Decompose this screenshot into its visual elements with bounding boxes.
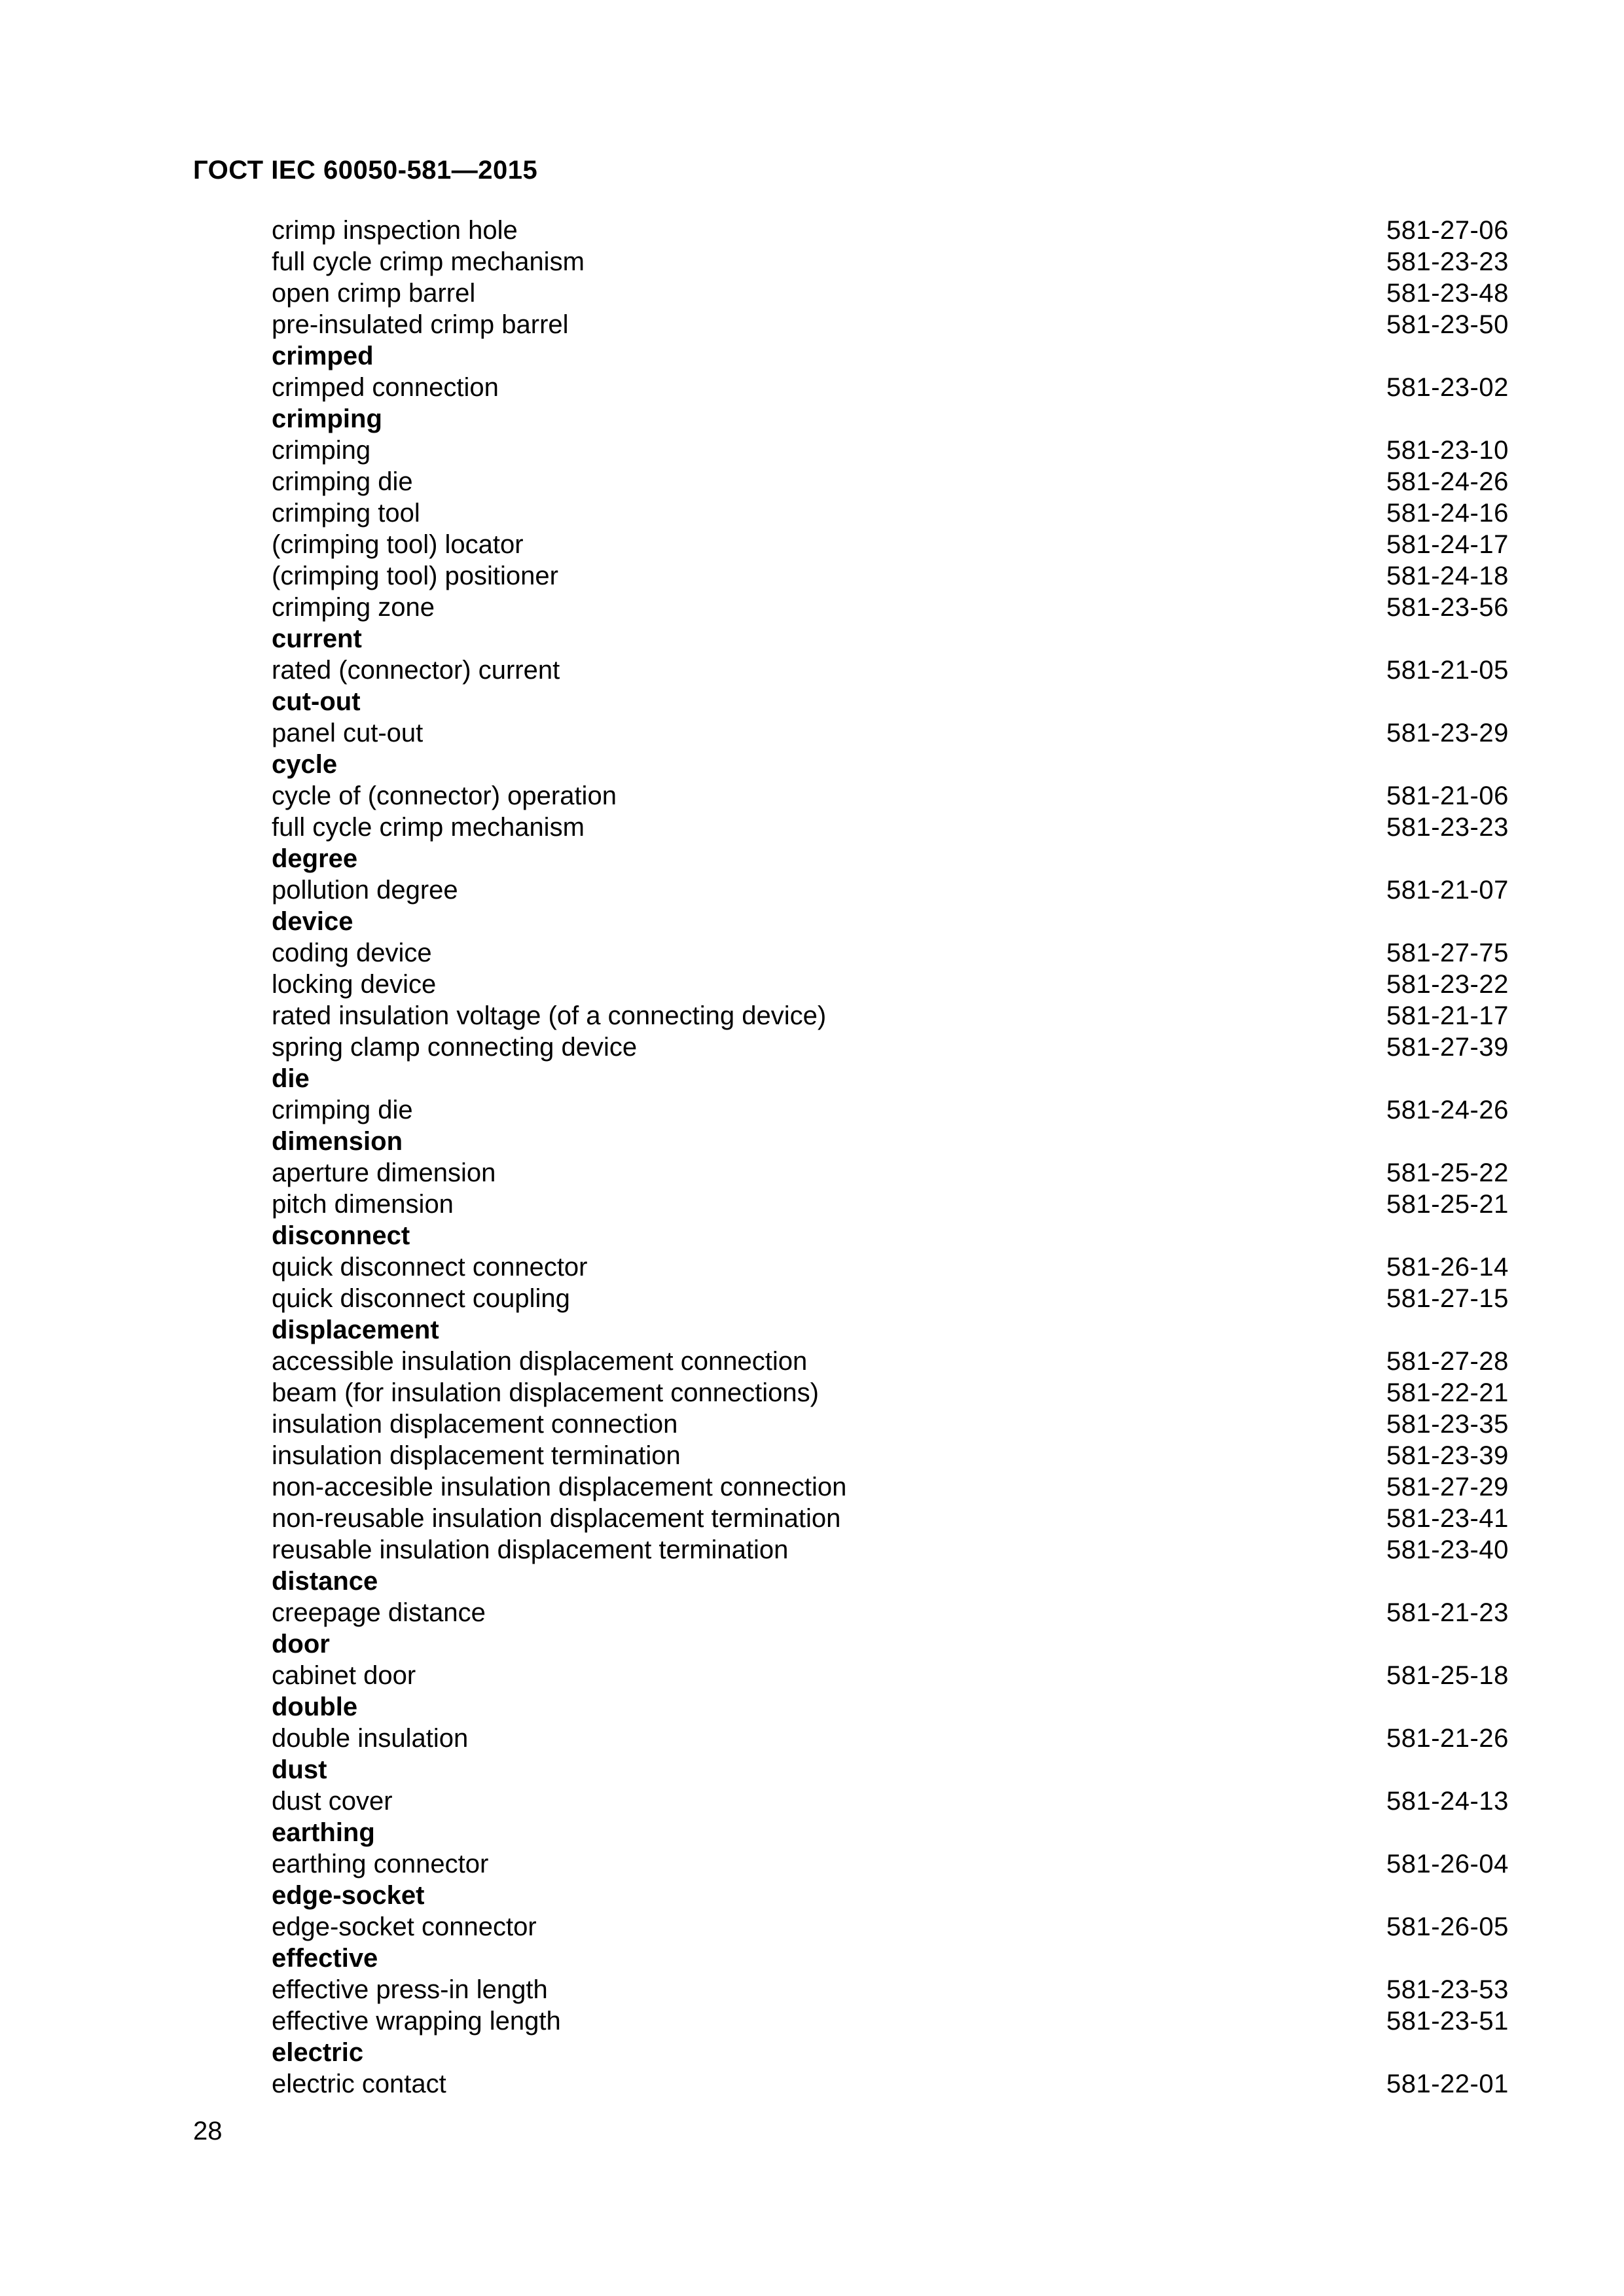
heading-keyword: cycle	[272, 750, 338, 779]
heading-keyword: door	[272, 1630, 330, 1659]
index-heading	[272, 1943, 1515, 1974]
entry-code: 581-23-40	[1386, 1535, 1509, 1564]
entry-code: 581-23-39	[1386, 1441, 1509, 1470]
entry-term: open crimp barrel	[272, 279, 476, 308]
entry-code: 581-24-13	[1386, 1787, 1509, 1816]
page-number: 28	[193, 2117, 223, 2145]
entry-term: pitch dimension	[272, 1190, 454, 1219]
index-entry	[272, 1660, 1515, 1691]
entry-code: 581-23-56	[1386, 593, 1509, 622]
index-heading	[272, 1691, 1515, 1723]
heading-keyword: device	[272, 907, 353, 936]
index-entry	[272, 780, 1515, 812]
entry-code: 581-23-35	[1386, 1410, 1509, 1439]
index-heading	[272, 906, 1515, 937]
index-heading	[272, 749, 1515, 780]
entry-code: 581-27-28	[1386, 1347, 1509, 1376]
index-entry	[272, 717, 1515, 749]
index-entry	[272, 1597, 1515, 1628]
entry-code: 581-22-21	[1386, 1378, 1509, 1407]
index-heading	[272, 1628, 1515, 1660]
entry-code: 581-24-18	[1386, 562, 1509, 590]
entry-code: 581-21-17	[1386, 1001, 1509, 1030]
entry-term: crimping zone	[272, 593, 435, 622]
entry-code: 581-27-39	[1386, 1033, 1509, 1062]
entry-code: 581-27-75	[1386, 939, 1509, 967]
index-entry	[272, 1031, 1515, 1063]
entry-term: earthing connector	[272, 1850, 489, 1878]
index-heading	[272, 1880, 1515, 1911]
entry-code: 581-23-53	[1386, 1975, 1509, 2004]
index-heading	[272, 686, 1515, 717]
entry-term: crimping	[272, 436, 371, 465]
heading-keyword: die	[272, 1064, 310, 1093]
index-entry	[272, 1471, 1515, 1503]
entry-term: crimped connection	[272, 373, 499, 402]
entry-code: 581-23-29	[1386, 719, 1509, 747]
entry-code: 581-21-06	[1386, 781, 1509, 810]
heading-keyword: crimped	[272, 342, 374, 370]
index-entry	[272, 1974, 1515, 2005]
index-heading	[272, 1566, 1515, 1597]
heading-keyword: electric	[272, 2038, 364, 2067]
index-entry	[272, 1377, 1515, 1408]
entry-term: (crimping tool) locator	[272, 530, 524, 559]
index-entry	[272, 1503, 1515, 1534]
index-entry	[272, 1000, 1515, 1031]
index-heading	[272, 1754, 1515, 1785]
entry-code: 581-27-15	[1386, 1284, 1509, 1313]
index-entry	[272, 435, 1515, 466]
heading-keyword: effective	[272, 1944, 378, 1973]
index-entry	[272, 246, 1515, 278]
index-heading	[272, 2037, 1515, 2068]
heading-keyword: crimping	[272, 404, 382, 433]
index-entry	[272, 655, 1515, 686]
entry-term: full cycle crimp mechanism	[272, 247, 585, 276]
index-entry	[272, 1440, 1515, 1471]
index-entry	[272, 1157, 1515, 1189]
entry-code: 581-27-06	[1386, 216, 1509, 245]
entry-code: 581-23-41	[1386, 1504, 1509, 1533]
index-heading	[272, 1063, 1515, 1094]
entry-code: 581-23-23	[1386, 247, 1509, 276]
index-heading	[272, 1817, 1515, 1848]
index-heading	[272, 623, 1515, 655]
index-heading	[272, 843, 1515, 874]
index-entry	[272, 372, 1515, 403]
index-entry	[272, 215, 1515, 246]
entry-term: full cycle crimp mechanism	[272, 813, 585, 842]
entry-term: effective wrapping length	[272, 2007, 561, 2036]
heading-keyword: double	[272, 1693, 358, 1721]
heading-keyword: current	[272, 624, 362, 653]
heading-keyword: distance	[272, 1567, 378, 1596]
entry-term: beam (for insulation displacement connections)	[272, 1378, 819, 1407]
entry-code: 581-23-50	[1386, 310, 1509, 339]
entry-term: crimp inspection hole	[272, 216, 518, 245]
entry-code: 581-23-23	[1386, 813, 1509, 842]
index-entry	[272, 1283, 1515, 1314]
entry-code: 581-22-01	[1386, 2070, 1509, 2098]
index-entry	[272, 309, 1515, 340]
index-entry	[272, 1785, 1515, 1817]
index-heading	[272, 1314, 1515, 1346]
index-entry	[272, 1189, 1515, 1220]
entry-term: insulation displacement connection	[272, 1410, 678, 1439]
entry-term: crimping die	[272, 1096, 413, 1124]
heading-keyword: dimension	[272, 1127, 403, 1156]
entry-code: 581-21-23	[1386, 1598, 1509, 1627]
entry-code: 581-21-07	[1386, 876, 1509, 905]
entry-code: 581-23-22	[1386, 970, 1509, 999]
index-entry	[272, 1251, 1515, 1283]
entry-code: 581-24-17	[1386, 530, 1509, 559]
index-entry	[272, 560, 1515, 592]
entry-term: effective press-in length	[272, 1975, 548, 2004]
heading-keyword: displacement	[272, 1316, 439, 1344]
index-heading	[272, 340, 1515, 372]
entry-code: 581-23-10	[1386, 436, 1509, 465]
index-entry	[272, 812, 1515, 843]
entry-term: non-reusable insulation displacement termination	[272, 1504, 841, 1533]
entry-term: aperture dimension	[272, 1158, 496, 1187]
heading-keyword: degree	[272, 844, 358, 873]
index-heading	[272, 403, 1515, 435]
index-heading	[272, 1220, 1515, 1251]
entry-term: pollution degree	[272, 876, 458, 905]
entry-code: 581-24-26	[1386, 467, 1509, 496]
index-entry	[272, 1346, 1515, 1377]
entry-term: reusable insulation displacement termination	[272, 1535, 789, 1564]
entry-term: spring clamp connecting device	[272, 1033, 638, 1062]
entry-code: 581-26-14	[1386, 1253, 1509, 1282]
index-entry	[272, 1534, 1515, 1566]
entry-code: 581-27-29	[1386, 1473, 1509, 1501]
heading-keyword: earthing	[272, 1818, 375, 1847]
entry-term: creepage distance	[272, 1598, 486, 1627]
entry-term: coding device	[272, 939, 432, 967]
entry-term: insulation displacement termination	[272, 1441, 681, 1470]
index-entry	[272, 1094, 1515, 1126]
heading-keyword: dust	[272, 1755, 327, 1784]
entry-term: electric contact	[272, 2070, 446, 2098]
index-entry	[272, 1848, 1515, 1880]
entry-term: dust cover	[272, 1787, 393, 1816]
term-index	[272, 215, 1515, 2100]
index-entry	[272, 278, 1515, 309]
entry-code: 581-26-05	[1386, 1912, 1509, 1941]
heading-keyword: cut-out	[272, 687, 361, 716]
entry-term: double insulation	[272, 1724, 469, 1753]
entry-term: pre-insulated crimp barrel	[272, 310, 569, 339]
entry-term: rated insulation voltage (of a connecting device)	[272, 1001, 827, 1030]
entry-code: 581-25-18	[1386, 1661, 1509, 1690]
heading-keyword: disconnect	[272, 1221, 410, 1250]
index-entry	[272, 937, 1515, 969]
entry-term: edge-socket connector	[272, 1912, 537, 1941]
entry-code: 581-21-26	[1386, 1724, 1509, 1753]
index-entry	[272, 497, 1515, 529]
entry-code: 581-23-51	[1386, 2007, 1509, 2036]
heading-keyword: edge-socket	[272, 1881, 425, 1910]
entry-code: 581-23-02	[1386, 373, 1509, 402]
index-entry	[272, 1723, 1515, 1754]
entry-code: 581-23-48	[1386, 279, 1509, 308]
entry-code: 581-24-26	[1386, 1096, 1509, 1124]
entry-term: quick disconnect connector	[272, 1253, 588, 1282]
document-header: ГОСТ IEC 60050-581—2015	[193, 156, 538, 185]
index-heading	[272, 1126, 1515, 1157]
entry-term: panel cut-out	[272, 719, 424, 747]
index-entry	[272, 529, 1515, 560]
entry-term: cycle of (connector) operation	[272, 781, 617, 810]
entry-term: (crimping tool) positioner	[272, 562, 558, 590]
entry-term: rated (connector) current	[272, 656, 560, 685]
index-entry	[272, 2005, 1515, 2037]
entry-term: crimping tool	[272, 499, 420, 528]
index-entry	[272, 1408, 1515, 1440]
entry-code: 581-25-22	[1386, 1158, 1509, 1187]
entry-term: locking device	[272, 970, 437, 999]
entry-code: 581-25-21	[1386, 1190, 1509, 1219]
index-entry	[272, 592, 1515, 623]
entry-term: quick disconnect coupling	[272, 1284, 570, 1313]
entry-code: 581-26-04	[1386, 1850, 1509, 1878]
index-entry	[272, 466, 1515, 497]
index-entry	[272, 874, 1515, 906]
entry-code: 581-24-16	[1386, 499, 1509, 528]
entry-term: cabinet door	[272, 1661, 416, 1690]
entry-term: crimping die	[272, 467, 413, 496]
entry-code: 581-21-05	[1386, 656, 1509, 685]
index-entry	[272, 2068, 1515, 2100]
entry-term: non-accesible insulation displacement connection	[272, 1473, 847, 1501]
index-entry	[272, 969, 1515, 1000]
index-entry	[272, 1911, 1515, 1943]
entry-term: accessible insulation displacement connection	[272, 1347, 808, 1376]
